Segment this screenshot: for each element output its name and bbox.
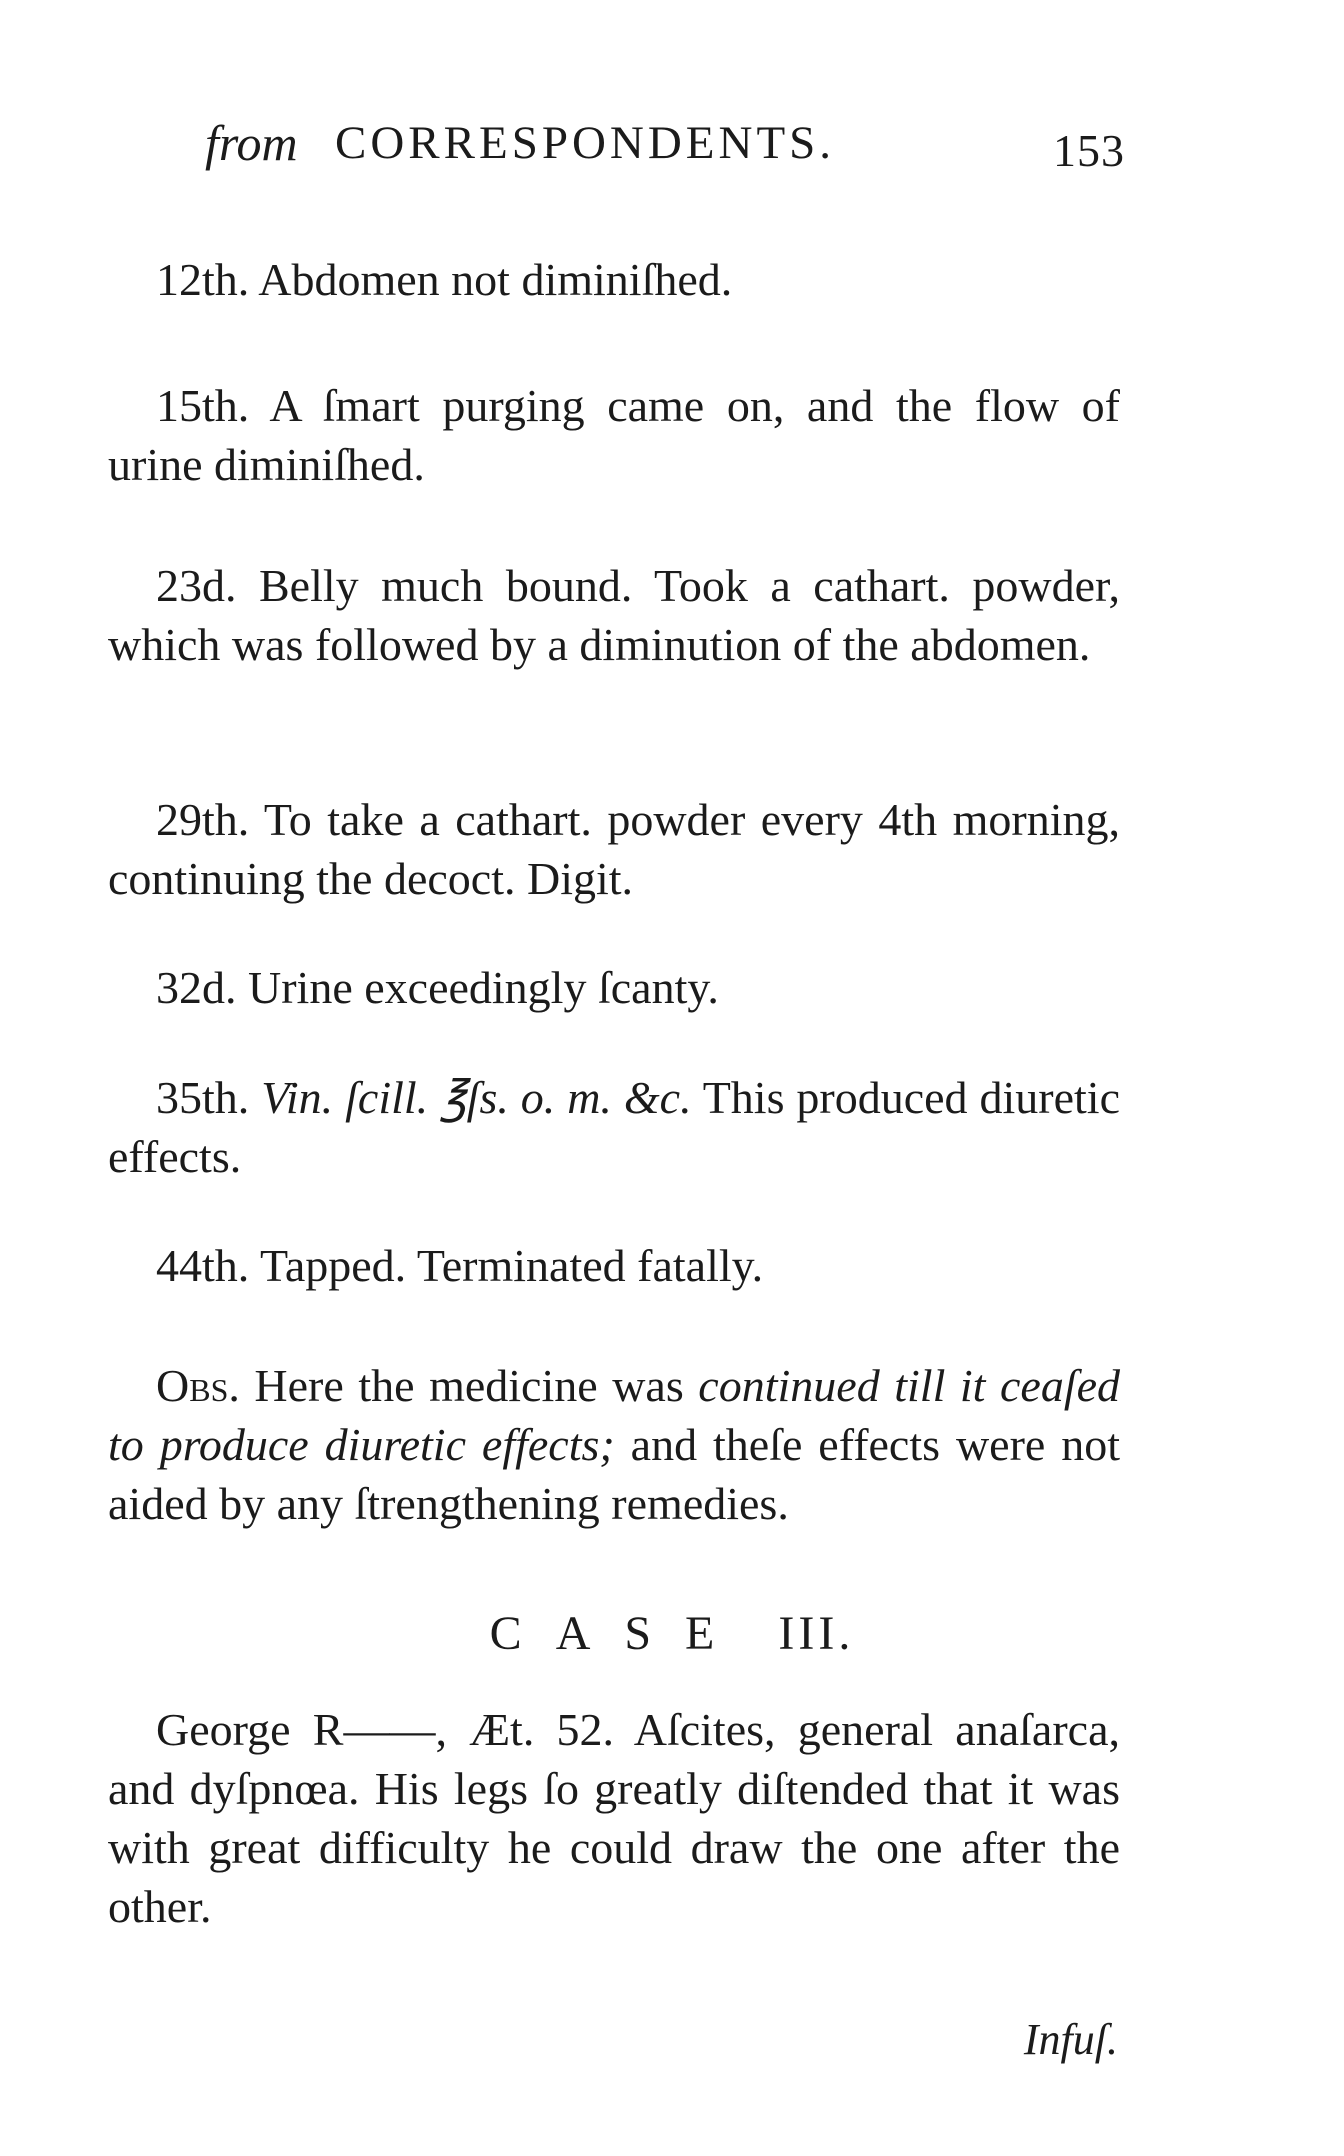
entry-day: 44th. xyxy=(156,1240,250,1291)
entry-35th xyxy=(108,1068,1120,1186)
case-heading xyxy=(0,1602,1344,1666)
prescription: Vin. ſcill. ℥ſs. o. m. &c. xyxy=(261,1072,692,1123)
entry-day: 12th. xyxy=(156,254,250,305)
entry-text: A ſmart purging came on, and the flow of urine diminiſhed. xyxy=(108,380,1121,490)
entry-text: Urine exceedingly ſcanty. xyxy=(248,962,719,1013)
case-number: III. xyxy=(778,1607,855,1660)
obs-italic: continued till it ceaſed to produce diuretic effects; xyxy=(108,1360,1121,1470)
case-word: CASE xyxy=(489,1607,749,1660)
entry-32d xyxy=(108,958,1120,1017)
entry-text: This produced diuretic effects. xyxy=(108,1072,1120,1182)
obs-label: Obs. xyxy=(156,1360,240,1411)
obs-before: Here the medicine was xyxy=(254,1360,684,1411)
entry-day: 32d. xyxy=(156,962,237,1013)
obs-after: and theſe effects were not aided by any ſtrengthening remedies. xyxy=(108,1419,1121,1529)
entry-text: Belly much bound. Took a cathart. powder, which was followed by a diminution of the abdomen. xyxy=(108,560,1121,670)
entry-12th xyxy=(108,250,1120,309)
entry-23d xyxy=(108,556,1120,674)
page-number: 153 xyxy=(1053,125,1125,176)
observation xyxy=(108,1356,1120,1533)
entry-text: To take a cathart. powder every 4th morning, continuing the decoct. Digit. xyxy=(108,794,1120,904)
entry-day: 23d. xyxy=(156,560,237,611)
entry-44th xyxy=(108,1236,1120,1295)
header-from: from xyxy=(205,115,298,171)
catchword: Infuſ. xyxy=(1023,2015,1118,2064)
case-description: George R——, Æt. 52. Aſcites, general anaſarca, and dyſpnœa. His legs ſo greatly diſtended that it was with great difficulty he could draw the one after the other. xyxy=(108,1704,1120,1932)
entry-text: Tapped. Terminated fatally. xyxy=(259,1240,764,1291)
entry-day: 29th. xyxy=(156,794,250,845)
entry-day: 15th. xyxy=(156,380,250,431)
running-header xyxy=(205,108,1125,178)
entry-day: 35th. xyxy=(156,1072,250,1123)
entry-text: Abdomen not diminiſhed. xyxy=(258,254,733,305)
entry-15th xyxy=(108,376,1120,494)
entry-29th xyxy=(108,790,1120,908)
header-title: CORRESPONDENTS. xyxy=(335,117,836,169)
